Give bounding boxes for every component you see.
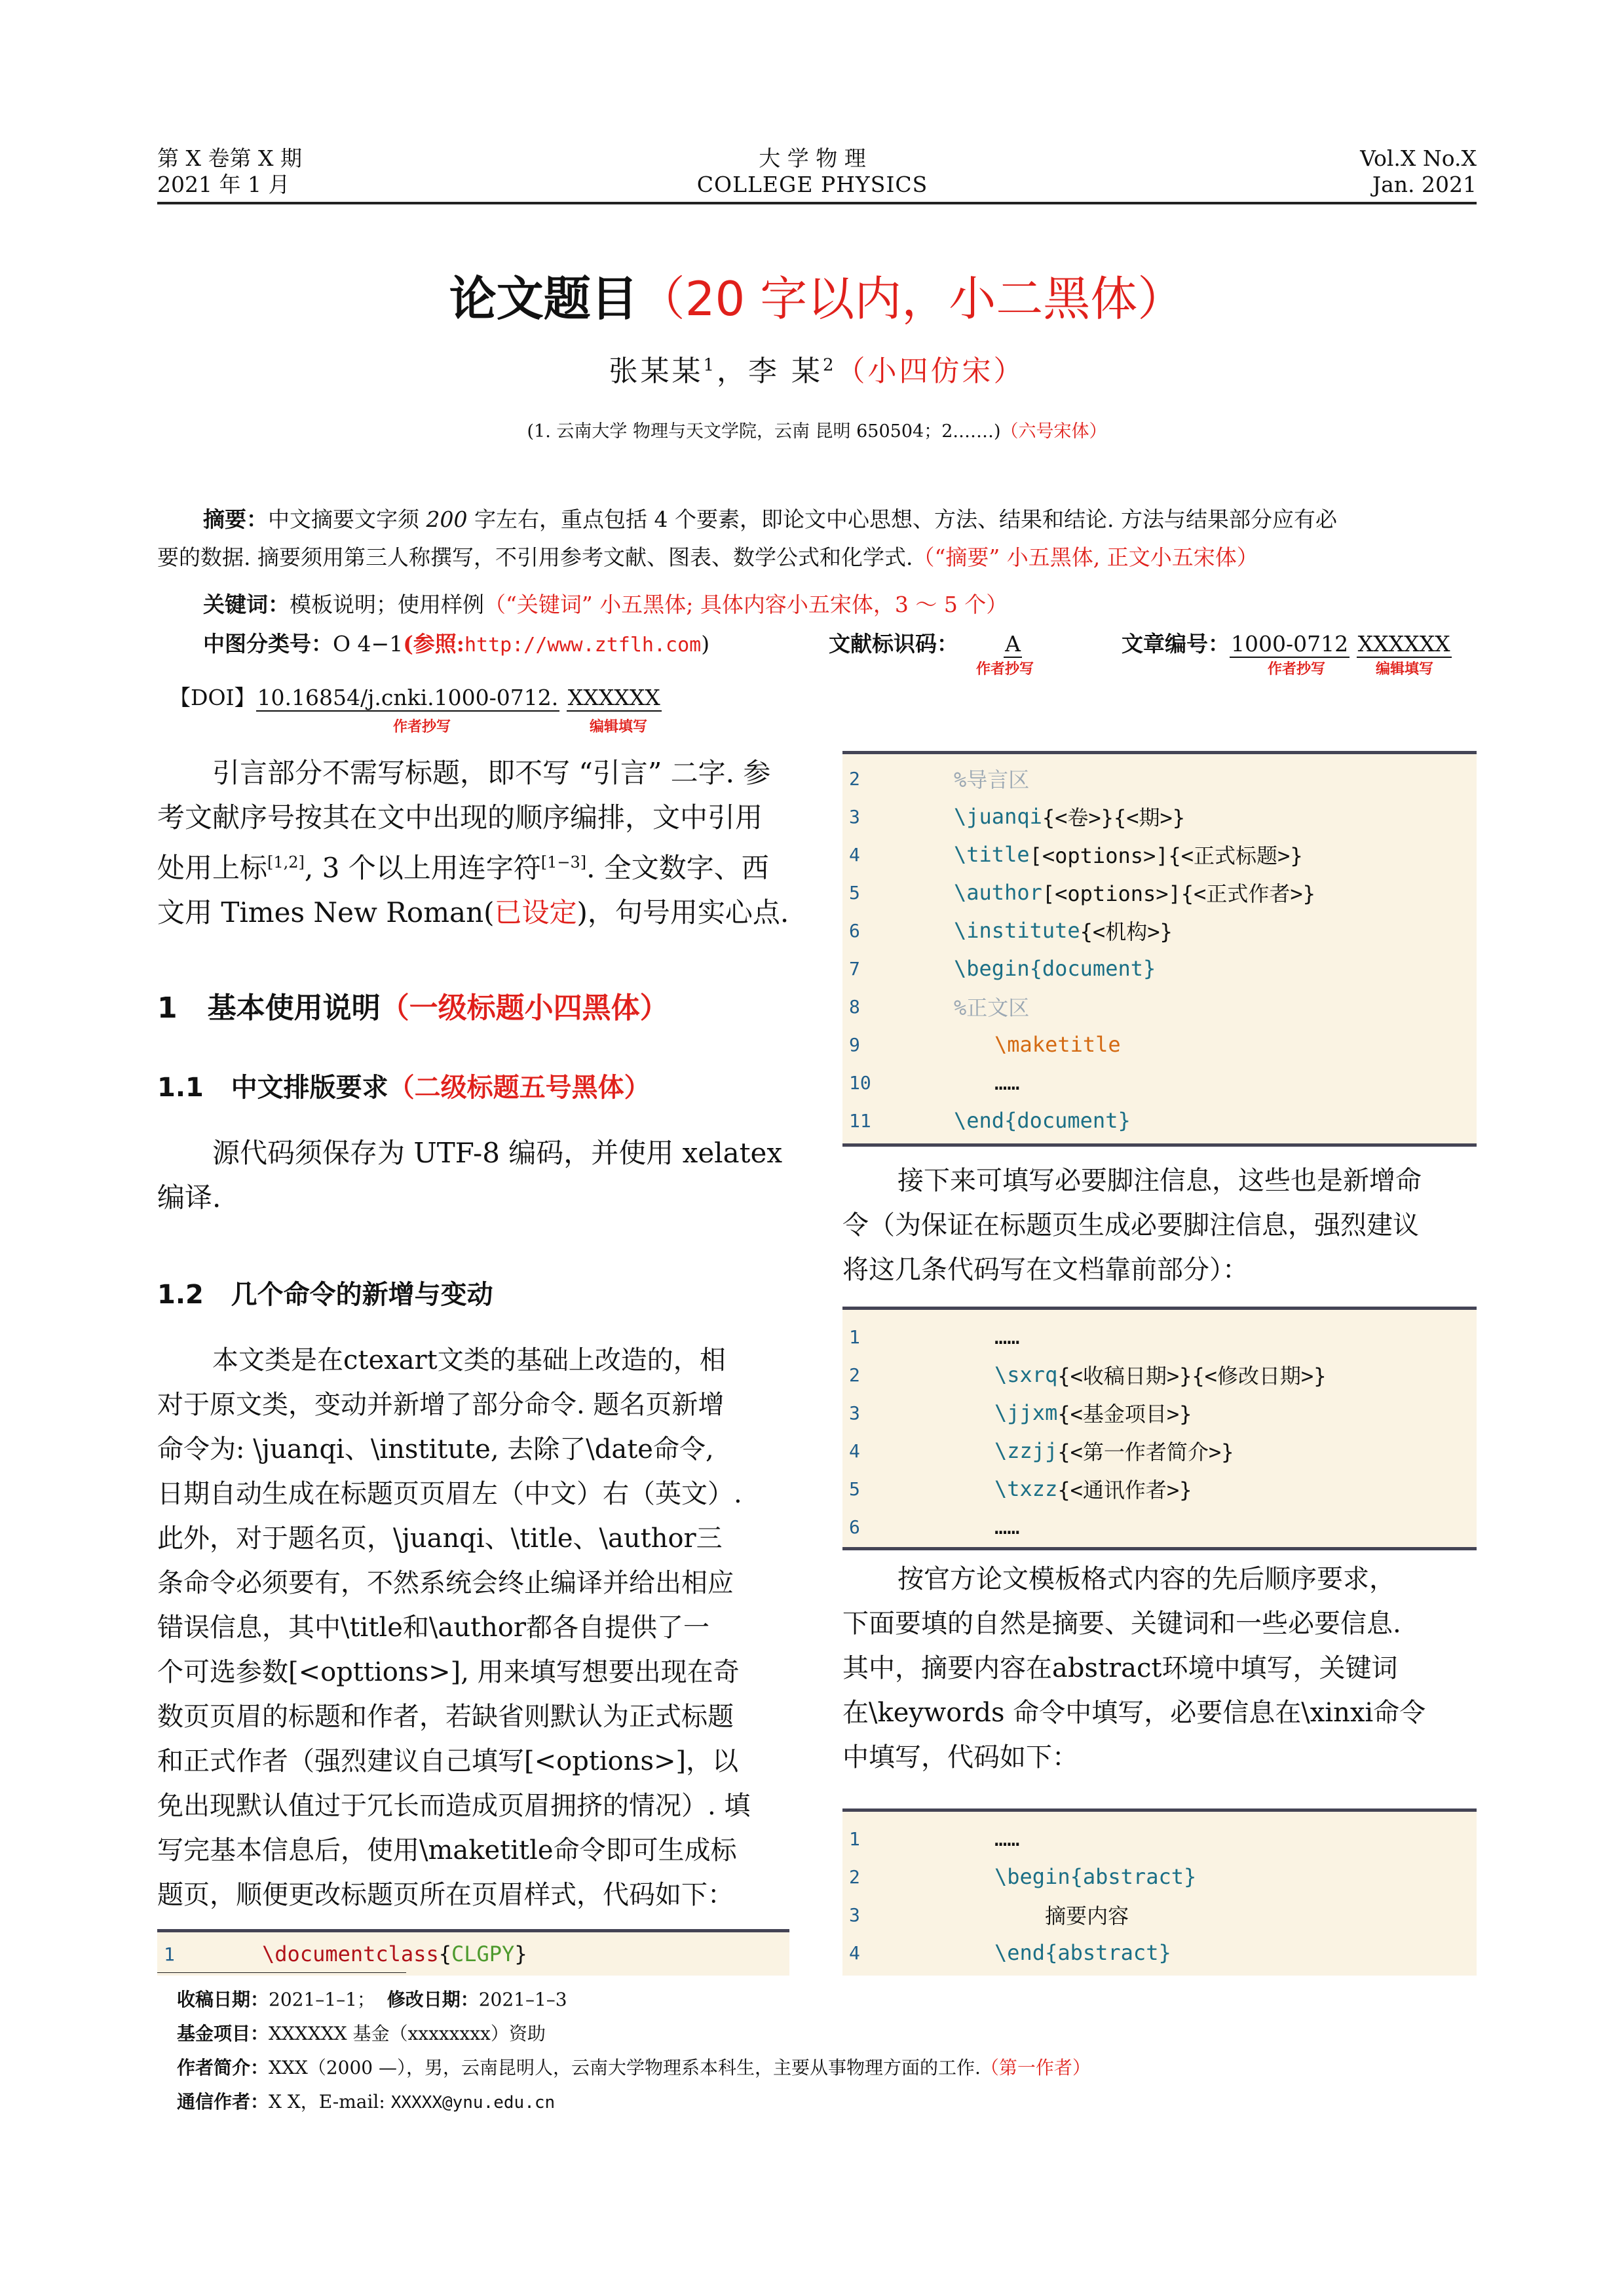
code-line [842,1318,1020,1356]
code-line-number: 3 [849,1402,860,1424]
abstract-num: 200 [426,507,468,532]
footnotes [177,1983,1474,2120]
paragraph-line: 令（为保证在标题页生成必要脚注信息，强烈建议 [842,1210,1419,1240]
code-args: {abstract} [1045,1940,1171,1965]
code-args: {<通讯作者>} [1057,1478,1192,1502]
code-line [842,873,1315,911]
code-line-number: 7 [849,957,860,980]
section-1-1-heading [157,1067,651,1104]
doc-code-note: 作者抄写 [976,661,1034,678]
article-number-note1: 作者抄写 [1268,661,1326,678]
section-1-2-number: 1.2 [157,1280,204,1310]
clc-label: 中图分类号： [203,631,333,657]
code-command: \begin [954,956,1030,981]
abstract-line2: 要的数据. 摘要须用第三人称撰写，不引用参考文献、图表、数学公式和化学式. [157,545,913,570]
header-vol-no: Vol.X No.X [1360,145,1477,171]
corr-label: 通信作者： [177,2091,269,2113]
paragraph-line: 日期自动生成在标题页页眉左（中文）右（英文）. [157,1479,742,1509]
code-line [842,1858,1196,1896]
doi-value2: XXXXXX [567,685,660,710]
intro-l4b: )，句号用实心点. [576,896,789,928]
code-text: 摘要内容 [994,1904,1129,1928]
section-1-1-paragraph [157,1131,789,1220]
code-line [842,797,1185,835]
title-note: （20 字以内，小二黑体） [637,271,1185,326]
abstract-label: 摘要： [203,507,268,532]
paragraph-line: 数页页眉的标题和作者，若缺省则默认为正式标题 [157,1702,734,1732]
code-line [842,1063,1020,1101]
article-number-label: 文章编号： [1122,631,1230,657]
paragraph-line: 按官方论文模板格式内容的先后顺序要求， [897,1564,1395,1594]
intro-l3a: 处用上标 [157,852,268,884]
journal-name-en: COLLEGE PHYSICS [696,172,928,197]
institution-note: （六号宋体） [1000,421,1107,442]
code-line-number: 4 [849,1440,860,1462]
intro-l4a: 文用 Times New Roman( [157,896,495,928]
section-1-note: （一级标题小四黑体） [380,991,669,1025]
abstract-text-a: 中文摘要文字须 [268,507,419,532]
code-line-number: 6 [849,1516,860,1538]
footnote-dates [177,1983,1474,2017]
code-args: [<options>]{<正式标题>} [1029,843,1303,868]
clc-value: O 4−1 [333,631,404,657]
intro-line2: 考文献序号按其在文中出现的顺序编排，文中引用 [157,801,763,833]
article-number-value2: XXXXXX [1357,631,1450,657]
header-date: 2021 年 1 月 [157,172,290,197]
code-line [842,835,1303,873]
keywords-note: （“关键词” 小五黑体; 具体内容小五宋体，3 ～ 5 个） [484,592,1008,617]
code-line-number: 4 [849,843,860,866]
section-1-2-title: 几个命令的新增与变动 [231,1280,493,1310]
section-1-1-number: 1.1 [157,1073,204,1103]
code-command: \title [954,842,1030,867]
footnote-intro-paragraph [842,1158,1477,1292]
header-center [655,145,970,198]
code-args: {abstract} [1070,1864,1197,1889]
code-command: \jjxm [994,1400,1058,1425]
paragraph-line: 错误信息，其中\title和\author都各自提供了一 [157,1613,710,1643]
article-number-value1: 1000-0712 [1231,631,1349,657]
section-1-2-heading [157,1274,493,1311]
title-text: 论文题目 [449,271,638,326]
code-line [842,1394,1192,1432]
code-command: \end [954,1108,1005,1133]
code-line-number: 2 [849,1866,860,1888]
code-args: {<机构>} [1080,919,1173,944]
section-1-heading [157,984,669,1026]
bio-note: （第一作者） [980,2057,1091,2078]
section-1-1-title: 中文排版要求 [231,1073,388,1103]
paragraph-line: 其中，摘要内容在abstract环境中填写，关键词 [842,1653,1398,1683]
code-line-number: 1 [849,1326,860,1348]
code-line [842,1820,1020,1858]
author-sep: ， [717,354,748,388]
doi-label: 【DOI】 [169,685,256,710]
received-date: 2021–1–1； [269,1989,375,2010]
code-command: \documentclass [262,1942,439,1966]
paragraph-line: 在\keywords 命令中填写，必要信息在\xinxi命令 [842,1698,1426,1728]
paper-title [157,261,1477,329]
code-command: \juanqi [954,804,1042,829]
code-line: 1 \documentclass { CLGPY } [157,1935,527,1973]
institution-text: (1. 云南大学 物理与天文学院，云南 昆明 650504；2.……) [527,421,1001,442]
code-line-number: 10 [849,1071,871,1094]
abstract-note: （“摘要” 小五黑体, 正文小五宋体） [913,545,1258,570]
abstract-intro-paragraph [842,1557,1477,1780]
intro-l3c: . 全文数字、西 [586,852,769,884]
journal-name-cn: 大 学 物 理 [759,145,866,171]
code-line-number: 3 [849,805,860,828]
code-command: \end [994,1940,1046,1965]
clc-ref-link[interactable]: http://www.ztflh.com [464,634,702,657]
paragraph-line: 个可选参数[<opttions>], 用来填写想要出现在奇 [157,1657,740,1687]
code-line [842,1101,1131,1139]
bio-label: 作者简介： [177,2057,269,2078]
doc-code [829,625,958,663]
code-line [842,987,1029,1025]
citation-2: [1−3] [540,853,587,871]
keywords-line [157,586,1522,624]
author-2-aff: 2 [823,355,837,375]
abstract-block [157,501,1477,577]
corr-value: X X，E-mail: [269,2091,391,2113]
doi-value1: 10.16854/j.cnki.1000-0712. [257,685,559,710]
code-ellipsis: …… [994,1070,1020,1095]
header-rule [157,202,1477,204]
paragraph-line: 接下来可填写必要脚注信息，这些也是新增命 [897,1166,1422,1196]
code-command: \begin [994,1864,1070,1889]
paragraph-line: 下面要填的自然是摘要、关键词和一些必要信息. [842,1609,1401,1639]
header-date-en: Jan. 2021 [1372,172,1477,197]
citation-1: [1,2] [267,853,305,871]
keywords-label: 关键词： [203,592,290,617]
fund-label: 基金项目： [177,2023,269,2044]
code-line-number: 2 [849,1364,860,1386]
code-args: {document} [1004,1108,1131,1133]
keywords-text: 模板说明；使用样例 [290,592,484,617]
received-label: 收稿日期： [177,1989,269,2010]
doi-note1: 作者抄写 [393,719,451,735]
doi-line [169,679,662,717]
doi-note2: 编辑填写 [590,719,648,735]
code-command: \sxrq [994,1362,1058,1387]
code-args: {<基金项目>} [1057,1402,1192,1426]
clc-line [203,625,709,664]
code-command: \txzz [994,1476,1058,1501]
code-line-number: 1 [849,1827,860,1850]
code-args: [<options>]{<正式作者>} [1042,881,1315,906]
footnote-author-bio [177,2051,1474,2085]
abstract-text-b: 字左右，重点包括 4 个要素，即论文中心思想、方法、结果和结论. 方法与结果部分应有必 [474,507,1337,532]
paragraph-line: 对于原文类，变动并新增了部分命令. 题名页新增 [157,1390,725,1420]
intro-line4 [157,890,789,935]
code-line-number: 6 [849,919,860,942]
paragraph-line: 写完基本信息后，使用\maketitle命令即可生成标 [157,1835,737,1866]
intro-l3b: , 3 个以上用连字符 [304,852,541,884]
code-line [842,949,1156,987]
clc-ref-open: (参照: [403,631,464,657]
code-line-number: 5 [849,1478,860,1500]
code-line [842,1356,1326,1394]
section-1-1-note: （二级标题五号黑体） [388,1073,651,1103]
bio-value: XXX（2000 —），男，云南昆明人，云南大学物理系本科生，主要从事物理方面的工作. [269,2057,981,2078]
code-line-number: 5 [849,881,860,904]
code-block-footnotes [842,1307,1477,1550]
code-line-number: 9 [849,1033,860,1056]
paragraph-line: 和正式作者（强烈建议自己填写[<options>]，以 [157,1746,739,1776]
code-args: {document} [1029,956,1156,981]
code-command: \maketitle [994,1032,1121,1057]
code-line [842,1025,1121,1063]
code-block-preamble [842,751,1477,1147]
code-line-number: 2 [849,767,860,790]
code-line-number: 8 [849,995,860,1018]
doc-code-value: A [1005,631,1021,657]
paragraph-line: 将这几条代码写在文档靠前部分）： [842,1255,1249,1285]
author-2: 李 某 [748,354,823,388]
code-line [842,1508,1020,1546]
paragraph-line: 本文类是在ctexart文类的基础上改造的，相 [212,1345,726,1375]
code-line [842,1896,1129,1934]
footnote-fund [177,2017,1474,2051]
header-left [157,145,302,198]
paragraph-line: 命令为: \juanqi、\institute, 去除了\date命令, [157,1434,714,1464]
authors-line [157,347,1477,389]
author-1: 张某某 [609,354,704,388]
paragraph-line: 免出现默认值过于冗长而造成页眉拥挤的情况）. 填 [157,1791,751,1821]
code-line [842,759,1029,797]
code-command: \institute [954,918,1080,943]
code-command: \author [954,880,1042,905]
authors-note: （小四仿宋） [836,354,1025,388]
code-args: {<收稿日期>}{<修改日期>} [1057,1364,1327,1388]
code-ellipsis: …… [994,1826,1020,1851]
code-ellipsis: …… [994,1514,1020,1539]
code-comment: %导言区 [954,767,1030,792]
fund-value: XXXXXX 基金（xxxxxxxx）资助 [269,2023,546,2044]
code-line [842,1934,1171,1972]
footnote-rule [157,1972,406,1973]
paragraph-line: 题页，顺便更改标题页所在页眉样式，代码如下： [157,1880,734,1910]
clc-ref-close: ) [701,631,710,657]
code-line [842,911,1173,949]
footnote-correspondence [177,2085,1474,2120]
code-command: \zzjj [994,1438,1058,1463]
doc-code-label: 文献标识码： [829,631,958,657]
section-1-1-line1: 源代码须保存为 UTF-8 编码，并使用 xelatex [212,1137,783,1169]
paragraph-line: 中填写，代码如下： [842,1742,1078,1772]
paragraph-line: 条命令必须要有，不然系统会终止编译并给出相应 [157,1568,734,1598]
code-block-left [157,1929,789,1976]
article-number-note2: 编辑填写 [1376,661,1434,678]
section-1-number: 1 [157,991,178,1025]
code-line [842,1470,1192,1508]
code-line [842,1432,1234,1470]
code-line-number: 3 [849,1904,860,1926]
code-line-number: 1 [164,1943,175,1965]
code-ellipsis: …… [994,1324,1020,1349]
intro-l4-red: 已设定 [494,896,577,928]
code-line-number: 4 [849,1942,860,1964]
section-1-title: 基本使用说明 [207,991,381,1025]
header-right [1360,145,1477,198]
corr-email[interactable]: XXXXX@ynu.edu.cn [390,2093,556,2113]
revised-label: 修改日期： [387,1989,479,2010]
author-1-aff: 1 [703,355,717,375]
institution-line [157,417,1477,442]
intro-line1: 引言部分不需写标题，即不写 “引言” 二字. 参 [212,757,771,789]
code-line-number: 11 [849,1109,871,1132]
paragraph-line: 此外，对于题名页，\juanqi、\title、\author三 [157,1523,723,1554]
code-args: {<卷>}{<期>} [1042,805,1185,830]
section-1-1-line2: 编译. [157,1181,221,1214]
code-argument: CLGPY [451,1942,515,1966]
intro-paragraph [157,751,789,935]
header-volume: 第 X 卷第 X 期 [157,145,302,171]
intro-line3 [157,840,789,890]
code-block-abstract [842,1808,1477,1976]
section-1-2-paragraph [157,1338,789,1917]
revised-date: 2021–1–3 [478,1989,567,2010]
code-args: {<第一作者简介>} [1057,1440,1234,1464]
code-comment: %正文区 [954,995,1030,1020]
